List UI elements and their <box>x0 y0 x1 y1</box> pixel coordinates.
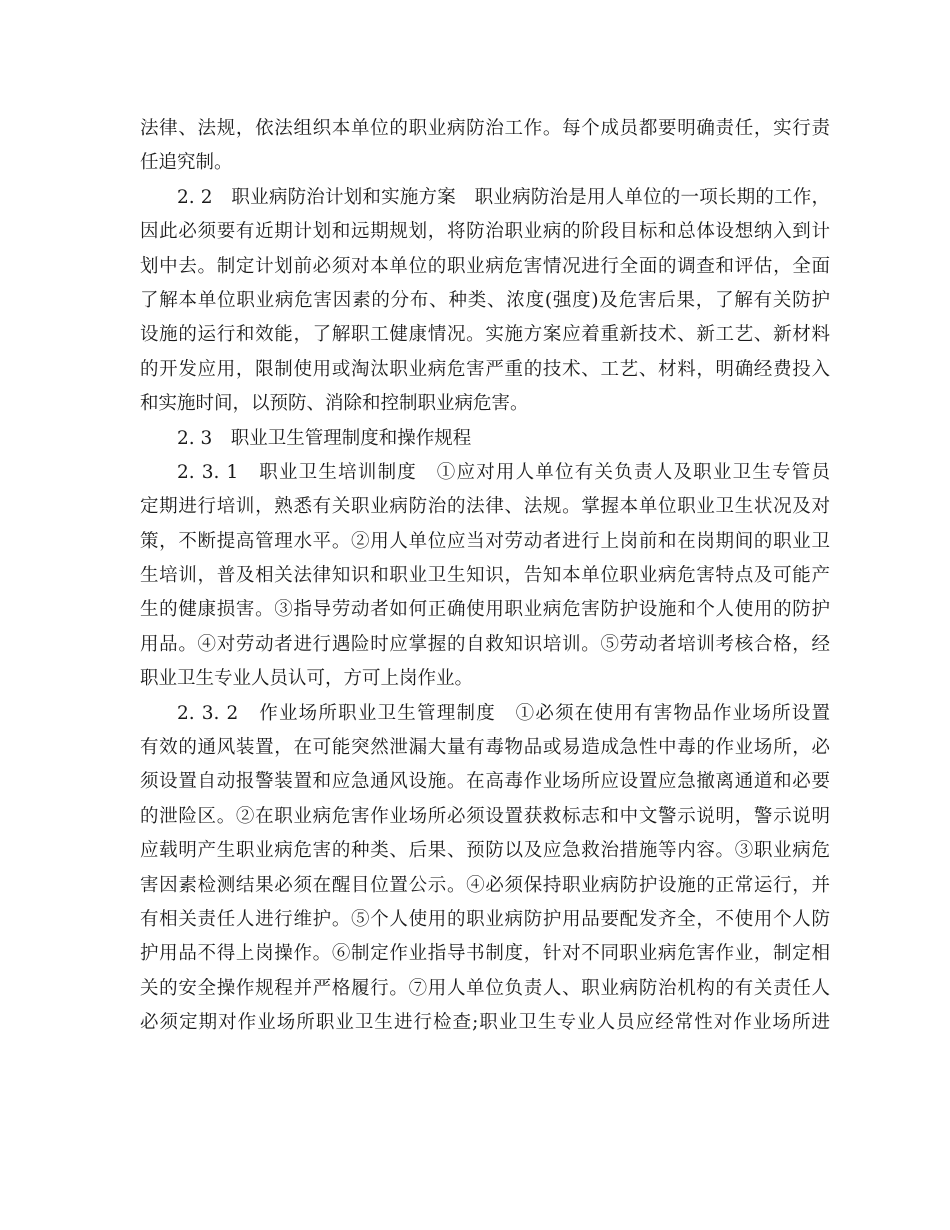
text-line: 策，不断提高管理水平。②用人单位应当对劳动者进行上岗前和在岗期间的职业卫 <box>140 530 830 552</box>
text-line: 关的安全操作规程并严格履行。⑦用人单位负责人、职业病防治机构的有关责任人 <box>140 977 830 999</box>
text-line: 因此必须要有近期计划和远期规划，将防治职业病的阶段目标和总体设想纳入到计 <box>140 221 830 243</box>
body-text <box>140 112 830 1041</box>
text-line: 职业卫生专业人员认可，方可上岗作业。 <box>140 668 474 690</box>
text-line: 有相关责任人进行维护。⑤个人使用的职业病防护用品要配发齐全，不使用个人防 <box>140 908 830 930</box>
section-heading-line: 2. 3. 1 职业卫生培训制度 ①应对用人单位有关负责人及职业卫生专管员 <box>177 461 830 483</box>
text-line: 必须定期对作业场所职业卫生进行检查;职业卫生专业人员应经常性对作业场所进 <box>140 1012 830 1034</box>
text-line: 应载明产生职业病危害的种类、后果、预防以及应急救治措施等内容。③职业病危 <box>140 840 830 862</box>
text-line: 害因素检测结果必须在醒目位置公示。④必须保持职业病防护设施的正常运行，并 <box>140 874 830 896</box>
text-line: 用品。④对劳动者进行遇险时应掌握的自救知识培训。⑤劳动者培训考核合格，经 <box>140 633 830 655</box>
text-line: 任追究制。 <box>140 152 233 174</box>
text-line: 了解本单位职业病危害因素的分布、种类、浓度(强度)及危害后果，了解有关防护 <box>140 289 830 311</box>
text-line: 的开发应用，限制使用或淘汰职业病危害严重的技术、工艺、材料，明确经费投入 <box>140 358 830 380</box>
text-line: 定期进行培训，熟悉有关职业病防治的法律、法规。掌握本单位职业卫生状况及对 <box>140 496 830 518</box>
section-heading-line: 2. 3. 2 作业场所职业卫生管理制度 ①必须在使用有害物品作业场所设置 <box>177 702 830 724</box>
text-line: 和实施时间，以预防、消除和控制职业病危害。 <box>140 393 529 415</box>
text-line: 设施的运行和效能，了解职工健康情况。实施方案应着重新技术、新工艺、新材料 <box>140 324 830 346</box>
text-line: 的泄险区。②在职业病危害作业场所必须设置获救标志和中文警示说明，警示说明 <box>140 805 830 827</box>
text-line: 生培训，普及相关法律知识和职业卫生知识，告知本单位职业病危害特点及可能产 <box>140 565 830 587</box>
text-line: 生的健康损害。③指导劳动者如何正确使用职业病危害防护设施和个人使用的防护 <box>140 599 830 621</box>
text-line: 法律、法规，依法组织本单位的职业病防治工作。每个成员都要明确责任，实行责 <box>140 118 830 139</box>
text-line: 划中去。制定计划前必须对本单位的职业病危害情况进行全面的调查和评估，全面 <box>140 255 830 277</box>
text-line: 须设置自动报警装置和应急通风设施。在高毒作业场所应设置应急撤离通道和必要 <box>140 771 830 793</box>
text-line: 有效的通风装置，在可能突然泄漏大量有毒物品或易造成急性中毒的作业场所，必 <box>140 737 830 759</box>
section-heading-line: 2. 2 职业病防治计划和实施方案 职业病防治是用人单位的一项长期的工作， <box>177 186 830 208</box>
section-heading-line: 2. 3 职业卫生管理制度和操作规程 <box>177 427 472 449</box>
text-line: 护用品不得上岗操作。⑥制定作业指导书制度，针对不同职业病危害作业，制定相 <box>140 943 830 965</box>
